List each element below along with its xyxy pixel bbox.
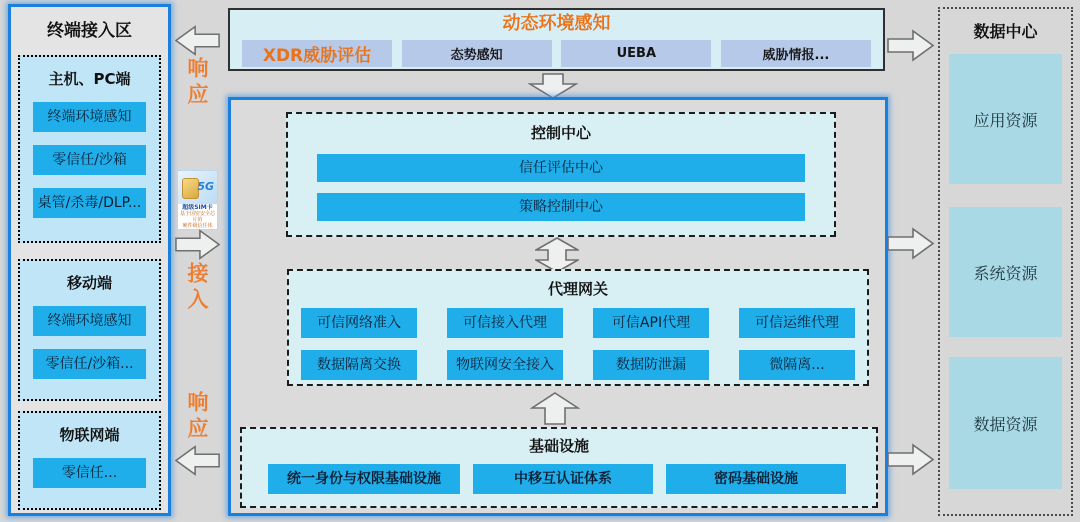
proxy-item: 数据防泄漏 [593,350,709,380]
proxy-item: 微隔离... [739,350,855,380]
respond-label-top: 响应 [185,57,209,109]
access-label: 接入 [185,262,209,314]
proxy-item: 物联网安全接入 [447,350,563,380]
control-item: 策略控制中心 [317,193,805,221]
infrastructure-title: 基础设施 [528,437,589,455]
resource-block-system: 系统资源 [949,207,1062,337]
capability-chip: 终端环境感知 [33,306,146,336]
group-iot [18,411,161,510]
proxy-item: 可信接入代理 [447,308,563,338]
up-down-arrow-icon [535,237,579,273]
proxy-gateway-panel [287,269,869,386]
group-mobile-title: 移动端 [66,274,112,292]
right-arrow-icon [175,228,221,261]
proxy-item: 数据隔离交换 [301,350,417,380]
right-arrow-icon [887,227,935,260]
dynamic-sensing-title: 动态环境感知 [502,13,611,34]
right-arrow-icon [887,443,935,476]
down-arrow-icon [528,73,578,99]
right-arrow-icon [887,29,935,62]
control-center-panel [286,112,836,237]
proxy-item: 可信运维代理 [739,308,855,338]
infra-item: 密码基础设施 [666,464,846,494]
terminal-access-panel [8,4,171,516]
proxy-item: 可信网络准入 [301,308,417,338]
terminal-access-title: 终端接入区 [47,21,132,41]
capability-chip: 终端环境感知 [33,102,146,132]
group-host-pc-title: 主机、PC端 [48,70,131,88]
sensing-item-threat-intel: 威胁情报... [721,40,871,67]
left-arrow-icon [175,24,221,57]
respond-label-bottom: 响应 [185,391,209,443]
group-host-pc [18,55,161,243]
group-iot-title: 物联网端 [59,426,120,444]
up-arrow-icon [530,392,580,425]
sim-card-title: 超级SIM卡 [182,204,213,211]
resource-block-app: 应用资源 [949,54,1062,184]
sim-card-caption-2: 硬件级信任体 [182,223,213,229]
sensing-item-situation: 态势感知 [402,40,552,67]
control-item: 信任评估中心 [317,154,805,182]
sensing-items-row [230,35,883,67]
dynamic-sensing-bar [228,8,885,71]
data-center-title: 数据中心 [973,22,1038,41]
capability-chip: 零信任... [33,458,146,488]
sim-card-image [178,171,217,204]
infra-item: 统一身份与权限基础设施 [268,464,460,494]
capability-chip: 零信任/沙箱 [33,145,146,175]
infra-item: 中移互认证体系 [473,464,653,494]
proxy-gateway-title: 代理网关 [547,280,608,298]
infrastructure-items-row [242,456,876,494]
sim-card-caption-1: 基于国密安全芯片的 [179,211,215,223]
sensing-item-xdr: XDR威胁评估 [242,40,392,67]
proxy-item: 可信API代理 [593,308,709,338]
group-mobile [18,259,161,401]
resource-block-data: 数据资源 [949,357,1062,489]
capability-chip: 桌管/杀毒/DLP... [33,188,146,218]
left-arrow-icon [175,444,221,477]
sim-5g-badge: 5G [197,180,214,193]
data-center-panel [938,7,1073,516]
control-center-title: 控制中心 [530,124,591,142]
capability-chip: 零信任/沙箱... [33,349,146,379]
sensing-item-ueba: UEBA [561,40,711,67]
sim-card-icon [177,170,218,230]
proxy-grid [289,299,867,380]
infrastructure-panel [240,427,878,508]
